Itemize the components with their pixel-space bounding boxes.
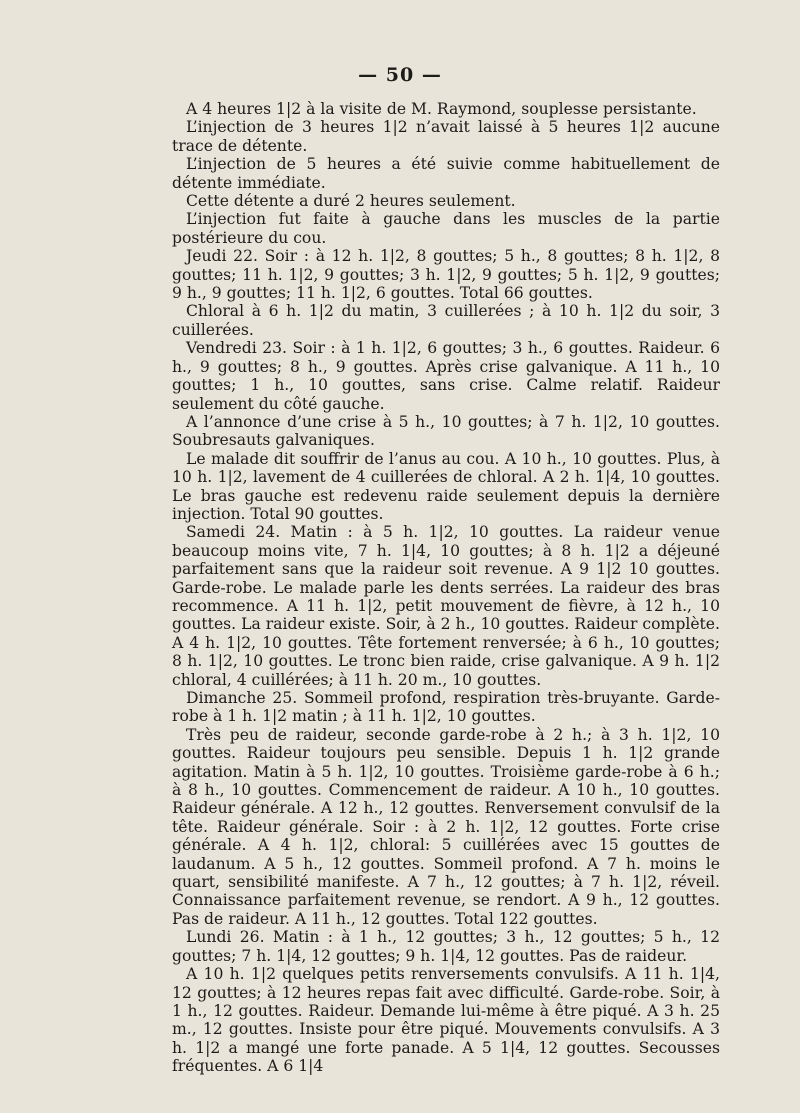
paragraph: Très peu de raideur, seconde garde-robe à 2 h.; à 3 h. 1|2, 10 gouttes. Raideur toujours peu sensible. Depuis 1 h. 1|2 grande agitation. Matin à 5 h. 1|2, 10 gouttes. Troisième garde-robe à 6 h.; à 8 h., 10 gouttes. Commencement de raideur. A 10 h., 10 gouttes. Raideur générale. A 12 h., 12 gouttes. Renversement convulsif de la tête. Raideur générale. Soir : à 2 h. 1|2, 12 gouttes. Forte crise générale. A 4 h. 1|2, chloral: 5 cuillérées avec 15 gouttes de laudanum. A 5 h., 12 gouttes. Sommeil profond. A 7 h. moins le quart, sensibilité manifeste. A 7 h., 12 gouttes; à 7 h. 1|2, réveil. Connaissance parfaitement revenue, se rendort. A 9 h., 12 gouttes. Pas de raideur. A 11 h., 12 gouttes. Total 122 gouttes. [172, 725, 720, 928]
body-text [172, 100, 720, 1076]
paragraph: L’injection de 5 heures a été suivie comme habituellement de détente immédiate. [172, 155, 720, 192]
paragraph: Dimanche 25. Sommeil profond, respiration très-bruyante. Garde-robe à 1 h. 1|2 matin ; à 11 h. 1|2, 10 gouttes. [172, 689, 720, 726]
paragraph: Le malade dit souffrir de l’anus au cou. A 10 h., 10 gouttes. Plus, à 10 h. 1|2, lavement de 4 cuillerées de chloral. A 2 h. 1|4, 10 gouttes. Le bras gauche est redevenu raide seulement depuis la dernière injection. Total 90 gouttes. [172, 449, 720, 523]
paragraph: L’injection fut faite à gauche dans les muscles de la partie postérieure du cou. [172, 210, 720, 247]
paragraph: A 4 heures 1|2 à la visite de M. Raymond, souplesse persistante. [186, 100, 697, 118]
paragraph: Lundi 26. Matin : à 1 h., 12 gouttes; 3 h., 12 gouttes; 5 h., 12 gouttes; 7 h. 1|4, 12 gouttes; 9 h. 1|4, 12 gouttes. Pas de raideur. [172, 928, 720, 965]
page-number: — 50 — [358, 64, 442, 86]
paragraph: Jeudi 22. Soir : à 12 h. 1|2, 8 gouttes; 5 h., 8 gouttes; 8 h. 1|2, 8 gouttes; 11 h. 1|2, 9 gouttes; 3 h. 1|2, 9 gouttes; 5 h. 1|2, 9 gouttes; 9 h., 9 gouttes; 11 h. 1|2, 6 gouttes. Total 66 gouttes. [172, 247, 720, 303]
paragraph: A l’annonce d’une crise à 5 h., 10 gouttes; à 7 h. 1|2, 10 gouttes. Soubresauts galvaniques. [172, 412, 720, 450]
paragraph: Chloral à 6 h. 1|2 du matin, 3 cuillerées ; à 10 h. 1|2 du soir, 3 cuillerées. [172, 302, 720, 339]
paragraph: Vendredi 23. Soir : à 1 h. 1|2, 6 gouttes; 3 h., 6 gouttes. Raideur. 6 h., 9 gouttes; 8 h., 9 gouttes. Après crise galvanique. A 11 h., 10 gouttes; 1 h., 10 gouttes, sans crise. Calme relatif. Raideur seulement du côté gauche. [172, 339, 720, 413]
paragraph: A 10 h. 1|2 quelques petits renversements convulsifs. A 11 h. 1|4, 12 gouttes; à 12 heures repas fait avec difficulté. Garde-robe. Soir, à 1 h., 12 gouttes. Raideur. Demande lui-même à être piqué. A 3 h. 25 m., 12 gouttes. Insiste pour être piqué. Mouvements convulsifs. A 3 h. 1|2 a mangé une forte panade. A 5 1|4, 12 gouttes. Secousses fréquentes. A 6 1|4 [172, 965, 720, 1076]
paragraph: Cette détente a duré 2 heures seulement. [186, 192, 516, 211]
paragraph: Samedi 24. Matin : à 5 h. 1|2, 10 gouttes. La raideur venue beaucoup moins vite, 7 h. 1|4, 10 gouttes; à 8 h. 1|2 a déjeuné parfaitement sans que la raideur soit revenue. A 9 1|2 10 gouttes. Garde-robe. Le malade parle les dents serrées. La raideur des bras recommence. A 11 h. 1|2, petit mouvement de fièvre, à 12 h., 10 gouttes. La raideur existe. Soir, à 2 h., 10 gouttes. Raideur complète. A 4 h. 1|2, 10 gouttes. Tête fortement renversée; à 6 h., 10 gouttes; 8 h. 1|2, 10 gouttes. Le tronc bien raide, crise galvanique. A 9 h. 1|2 chloral, 4 cuillérées; à 11 h. 20 m., 10 gouttes. [172, 523, 720, 689]
paragraph: L’injection de 3 heures 1|2 n’avait laissé à 5 heures 1|2 aucune trace de détente. [172, 118, 720, 155]
